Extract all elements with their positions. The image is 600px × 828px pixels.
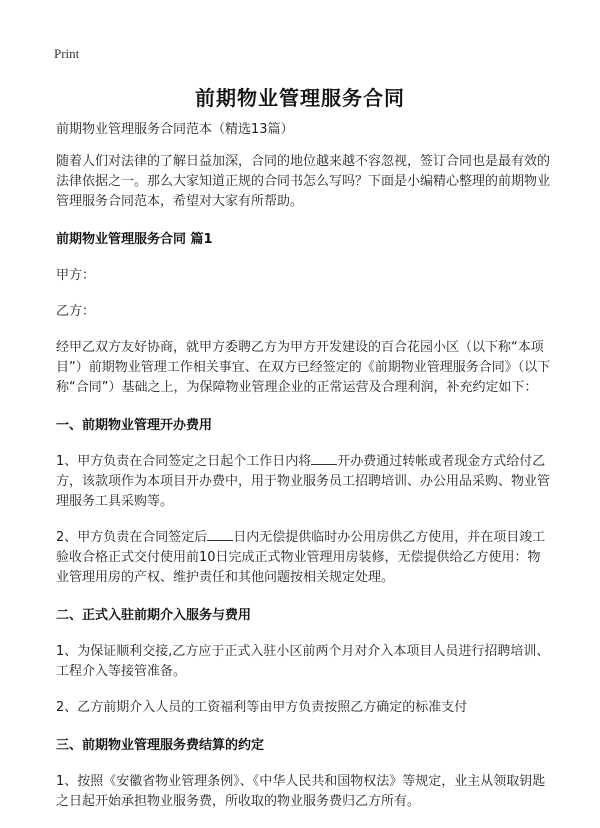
section-heading-1: 一、前期物业管理开办费用: [56, 418, 213, 433]
section-1-clause-2: [56, 528, 552, 588]
clause-text: 开办费通过转帐或者现金方式给付乙方，该款项作为本项目开办费中，用于物业服务员工招聘培训、办公用品采购、物业管理服务工具采购等。: [56, 454, 551, 509]
chapter-heading: 前期物业管理服务合同 篇1: [56, 232, 213, 247]
preamble-paragraph: 经甲乙双方友好协商，就甲方委聘乙方为甲方开发建设的百合花园小区（以下称“本项目”）前期物业管理工作相关事宜、在双方已经签定的《前期物业管理服务合同》（以下称“合同”）基础之上，为保障物业管理企业的正常运营及合理利润，补充约定如下：: [56, 340, 551, 395]
section-heading-3: 三、前期物业管理服务费结算的约定: [56, 738, 265, 753]
print-link[interactable]: Print: [54, 46, 80, 61]
clause-text: 日内无偿提供临时办公用房供乙方使用，并在项目竣工验收合格正式交付使用前10日完成正式物业管理用房装修，无偿提供给乙方使用：物业管理用房的产权、维护责任和其他问题按相关规定处理。: [56, 530, 546, 585]
party-b-label: 乙方：: [56, 304, 96, 319]
fill-blank: [311, 452, 337, 465]
clause-text: 1、甲方负责在合同签定之日起个工作日内将: [56, 454, 312, 469]
document-subtitle: 前期物业管理服务合同范本（精选13篇）: [56, 122, 294, 137]
section-heading-2: 二、正式入驻前期介入服务与费用: [56, 608, 252, 623]
section-2-clause-2: 2、乙方前期介入人员的工资福利等由甲方负责按照乙方确定的标准支付: [56, 700, 468, 715]
party-a-label: 甲方：: [56, 268, 96, 283]
section-1-clause-1: [56, 452, 552, 512]
document-body: [56, 118, 552, 812]
intro-paragraph: 随着人们对法律的了解日益加深，合同的地位越来越不容忽视，签订合同也是最有效的法律依据之一。那么大家知道正规的合同书怎么写吗？下面是小编精心整理的前期物业管理服务合同范本，希望对大家有所帮助。: [56, 154, 551, 209]
clause-text: 2、甲方负责在合同签定后: [56, 530, 208, 545]
fill-blank: [207, 528, 233, 541]
section-3-clause-1: 1、按照《安徽省物业管理条例》、《中华人民共和国物权法》等规定，业主从领取钥匙之日起开始承担物业服务费，所收取的物业服务费归乙方所有。: [56, 774, 546, 809]
section-2-clause-1: 1、为保证顺利交接,乙方应于正式入驻小区前两个月对介入本项目人员进行招聘培训、工程介入等接管准备。: [56, 644, 550, 679]
page-title: 前期物业管理服务合同: [195, 86, 405, 110]
